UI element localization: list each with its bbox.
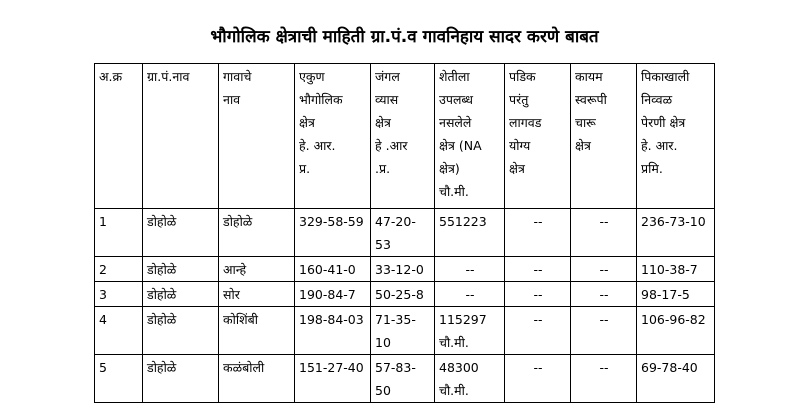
cell-grampanchayat-name: डोहोळे bbox=[143, 355, 219, 403]
village-area-table bbox=[94, 63, 715, 403]
cell-fallow-cultivable-area: -- bbox=[505, 355, 571, 403]
table-row bbox=[95, 307, 715, 355]
header-total-area: एकुण भौगोलिक क्षेत्र हे. आर. प्र. bbox=[295, 64, 371, 209]
cell-village-name: कळंबोली bbox=[219, 355, 295, 403]
cell-total-area: 160-41-0 bbox=[295, 257, 371, 282]
cell-net-sown-area: 110-38-7 bbox=[637, 257, 715, 282]
cell-net-sown-area: 98-17-5 bbox=[637, 282, 715, 307]
table-row bbox=[95, 355, 715, 403]
table-row bbox=[95, 257, 715, 282]
header-forest-area: जंगल व्यास क्षेत्र हे .आर .प्र. bbox=[371, 64, 435, 209]
cell-net-sown-area: 236-73-10 bbox=[637, 209, 715, 257]
document-title: भौगोलिक क्षेत्राची माहिती ग्रा.पं.व गावनिहाय सादर करणे बाबत bbox=[210, 27, 599, 47]
cell-serial-no: 1 bbox=[95, 209, 143, 257]
cell-serial-no: 4 bbox=[95, 307, 143, 355]
cell-net-sown-area: 106-96-82 bbox=[637, 307, 715, 355]
cell-forest-area: 57-83- 50 bbox=[371, 355, 435, 403]
cell-non-agricultural-area: -- bbox=[435, 257, 505, 282]
header-non-agricultural-area: शेतीला उपलब्ध नसलेले क्षेत्र (NA क्षेत्र) चौ.मी. bbox=[435, 64, 505, 209]
cell-non-agricultural-area: 115297 चौ.मी. bbox=[435, 307, 505, 355]
cell-non-agricultural-area: -- bbox=[435, 282, 505, 307]
cell-grampanchayat-name: डोहोळे bbox=[143, 307, 219, 355]
cell-total-area: 329-58-59 bbox=[295, 209, 371, 257]
table-header-row bbox=[95, 64, 715, 209]
cell-village-name: कोशिंबी bbox=[219, 307, 295, 355]
header-village-name: गावाचे नाव bbox=[219, 64, 295, 209]
cell-village-name: सोर bbox=[219, 282, 295, 307]
cell-non-agricultural-area: 48300 चौ.मी. bbox=[435, 355, 505, 403]
cell-serial-no: 5 bbox=[95, 355, 143, 403]
cell-grampanchayat-name: डोहोळे bbox=[143, 209, 219, 257]
cell-serial-no: 2 bbox=[95, 257, 143, 282]
table-row bbox=[95, 209, 715, 257]
cell-non-agricultural-area: 551223 bbox=[435, 209, 505, 257]
cell-fallow-cultivable-area: -- bbox=[505, 257, 571, 282]
cell-grampanchayat-name: डोहोळे bbox=[143, 257, 219, 282]
header-serial-no: अ.क्र bbox=[95, 64, 143, 209]
cell-fallow-cultivable-area: -- bbox=[505, 307, 571, 355]
cell-forest-area: 71-35- 10 bbox=[371, 307, 435, 355]
cell-total-area: 198-84-03 bbox=[295, 307, 371, 355]
header-permanent-pasture-area: कायम स्वरूपी चारू क्षेत्र bbox=[571, 64, 637, 209]
cell-fallow-cultivable-area: -- bbox=[505, 282, 571, 307]
cell-permanent-pasture-area: -- bbox=[571, 209, 637, 257]
cell-total-area: 151-27-40 bbox=[295, 355, 371, 403]
cell-permanent-pasture-area: -- bbox=[571, 282, 637, 307]
cell-fallow-cultivable-area: -- bbox=[505, 209, 571, 257]
cell-serial-no: 3 bbox=[95, 282, 143, 307]
cell-permanent-pasture-area: -- bbox=[571, 355, 637, 403]
cell-forest-area: 33-12-0 bbox=[371, 257, 435, 282]
cell-total-area: 190-84-7 bbox=[295, 282, 371, 307]
cell-net-sown-area: 69-78-40 bbox=[637, 355, 715, 403]
cell-permanent-pasture-area: -- bbox=[571, 307, 637, 355]
cell-forest-area: 50-25-8 bbox=[371, 282, 435, 307]
cell-forest-area: 47-20- 53 bbox=[371, 209, 435, 257]
cell-village-name: आन्हे bbox=[219, 257, 295, 282]
cell-grampanchayat-name: डोहोळे bbox=[143, 282, 219, 307]
cell-permanent-pasture-area: -- bbox=[571, 257, 637, 282]
cell-village-name: डोहोळे bbox=[219, 209, 295, 257]
header-net-sown-area: पिकाखाली निव्वळ पेरणी क्षेत्र हे. आर. प्रमि. bbox=[637, 64, 715, 209]
header-fallow-cultivable-area: पडिक परंतु लागवड योग्य क्षेत्र bbox=[505, 64, 571, 209]
header-grampanchayat-name: ग्रा.पं.नाव bbox=[143, 64, 219, 209]
table-row bbox=[95, 282, 715, 307]
